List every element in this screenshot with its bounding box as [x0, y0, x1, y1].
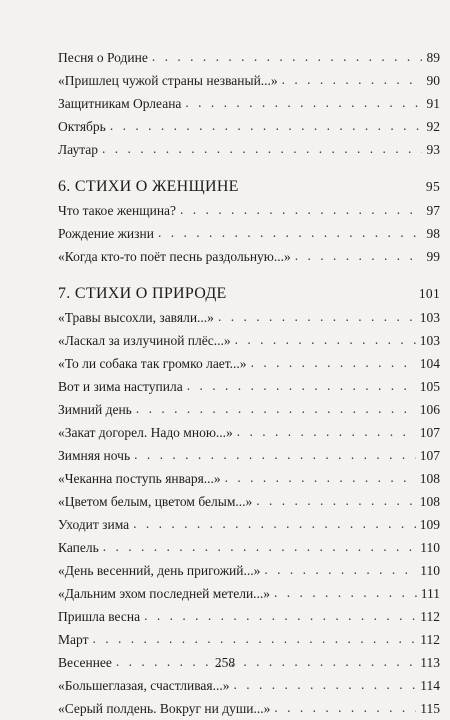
dot-leader: [180, 198, 422, 221]
dot-leader: [136, 397, 416, 420]
heading-title: 6. СТИХИ О ЖЕНЩИНЕ: [58, 178, 239, 195]
entry-title: «Чеканна поступь января...»: [58, 471, 221, 486]
dot-leader: [218, 305, 416, 328]
entry-title: «Пришлец чужой страны незваный...»: [58, 73, 278, 88]
dot-leader: [251, 351, 416, 374]
heading-title: 7. СТИХИ О ПРИРОДЕ: [58, 285, 227, 302]
entry-title: Лаутар: [58, 142, 99, 157]
section-spacer: [58, 268, 440, 282]
entry-title: Защитникам Орлеана: [58, 96, 182, 111]
entry-page: 99: [426, 249, 440, 264]
entry-page: 108: [419, 494, 440, 509]
toc-section: [58, 175, 440, 268]
entry-title: «Когда кто-то поёт песнь раздольную...»: [58, 249, 291, 264]
toc-entry: [58, 628, 440, 651]
entry-title: Капель: [58, 540, 99, 555]
entry-page: 112: [420, 609, 440, 624]
dot-leader: [187, 374, 416, 397]
dot-leader: [234, 673, 417, 696]
entry-page: 112: [420, 632, 440, 647]
entry-page: 105: [419, 379, 440, 394]
entry-title: Зимний день: [58, 402, 132, 417]
toc-entry: [58, 352, 440, 375]
dot-leader: [185, 91, 422, 114]
toc-section: [58, 46, 440, 161]
page-number: 258: [214, 655, 236, 670]
dot-leader: [110, 114, 422, 137]
entry-title: «Закат догорел. Надо мною...»: [58, 425, 233, 440]
entry-title: Рождение жизни: [58, 226, 154, 241]
dot-leader: [152, 45, 422, 68]
toc-entry: [58, 222, 440, 245]
dot-leader: [295, 244, 422, 267]
entry-page: 106: [419, 402, 440, 417]
section-spacer: [58, 161, 440, 175]
toc-entry: [58, 536, 440, 559]
dot-leader: [134, 443, 416, 466]
entry-title: Зимняя ночь: [58, 448, 131, 463]
toc-entry: [58, 199, 440, 222]
dot-leader: [282, 68, 422, 91]
entry-title: «День весенний, день пригожий...»: [58, 563, 261, 578]
toc-entry: [58, 375, 440, 398]
entry-title: Октябрь: [58, 119, 106, 134]
entry-page: 114: [420, 678, 440, 693]
entry-page: 107: [419, 448, 440, 463]
entry-page: 109: [419, 517, 440, 532]
dot-leader: [144, 604, 416, 627]
toc-entry: [58, 605, 440, 628]
entry-page: 115: [420, 701, 440, 716]
toc-entry: [58, 467, 440, 490]
toc-entry: [58, 398, 440, 421]
toc-entry: [58, 329, 440, 352]
toc-entry: [58, 513, 440, 536]
entry-page: 98: [426, 226, 440, 241]
toc-entry: [58, 245, 440, 268]
toc-entry: [58, 46, 440, 69]
toc-entry: [58, 69, 440, 92]
table-of-contents: [58, 46, 440, 720]
entry-page: 103: [419, 333, 440, 348]
entry-page: 113: [420, 655, 440, 670]
dot-leader: [264, 558, 416, 581]
entry-title: «Дальним эхом последней метели...»: [58, 586, 271, 601]
toc-entry: [58, 559, 440, 582]
entry-title: «То ли собака так громко лает...»: [58, 356, 247, 371]
toc-entry: [58, 92, 440, 115]
toc-entry: [58, 138, 440, 161]
dot-leader: [158, 221, 422, 244]
entry-title: Вот и зима наступила: [58, 379, 183, 394]
toc-entry: [58, 115, 440, 138]
entry-title: Март: [58, 632, 89, 647]
entry-page: 97: [426, 203, 440, 218]
dot-leader: [237, 420, 416, 443]
entry-title: «Травы высохли, завяли...»: [58, 310, 214, 325]
toc-entry: [58, 490, 440, 513]
dot-leader: [256, 489, 415, 512]
entry-title: Песня о Родине: [58, 50, 148, 65]
toc-entry: [58, 444, 440, 467]
toc-entry: [58, 697, 440, 720]
toc-entry: [58, 582, 440, 605]
dot-leader: [274, 696, 416, 719]
entry-title: «Большеглазая, счастливая...»: [58, 678, 230, 693]
dot-leader: [133, 512, 416, 535]
entry-page: 110: [420, 563, 440, 578]
entry-title: Уходит зима: [58, 517, 130, 532]
entry-page: 92: [426, 119, 440, 134]
entry-title: «Серый полдень. Вокруг ни души...»: [58, 701, 271, 716]
entry-page: 89: [426, 50, 440, 65]
entry-title: «Цветом белым, цветом белым...»: [58, 494, 253, 509]
dot-leader: [92, 627, 416, 650]
heading-page: 101: [418, 286, 440, 301]
entry-page: 111: [420, 586, 440, 601]
entry-title: «Ласкал за излучиной плёс...»: [58, 333, 231, 348]
toc-entry: [58, 306, 440, 329]
entry-page: 108: [419, 471, 440, 486]
entry-page: 93: [426, 142, 440, 157]
toc-entry: [58, 674, 440, 697]
entry-page: 91: [426, 96, 440, 111]
dot-leader: [102, 137, 422, 160]
dot-leader: [225, 466, 416, 489]
section-heading: [58, 282, 440, 306]
toc-entry: [58, 421, 440, 444]
entry-title: Что такое женщина?: [58, 203, 177, 218]
entry-page: 104: [419, 356, 440, 371]
entry-title: Весеннее: [58, 655, 112, 670]
entry-page: 90: [426, 73, 440, 88]
entry-page: 110: [420, 540, 440, 555]
section-heading: [58, 175, 440, 199]
dot-leader: [235, 328, 416, 351]
dot-leader: [103, 535, 416, 558]
dot-leader: [274, 581, 417, 604]
entry-page: 103: [419, 310, 440, 325]
entry-page: 107: [419, 425, 440, 440]
entry-title: Пришла весна: [58, 609, 141, 624]
heading-page: 95: [425, 179, 440, 194]
